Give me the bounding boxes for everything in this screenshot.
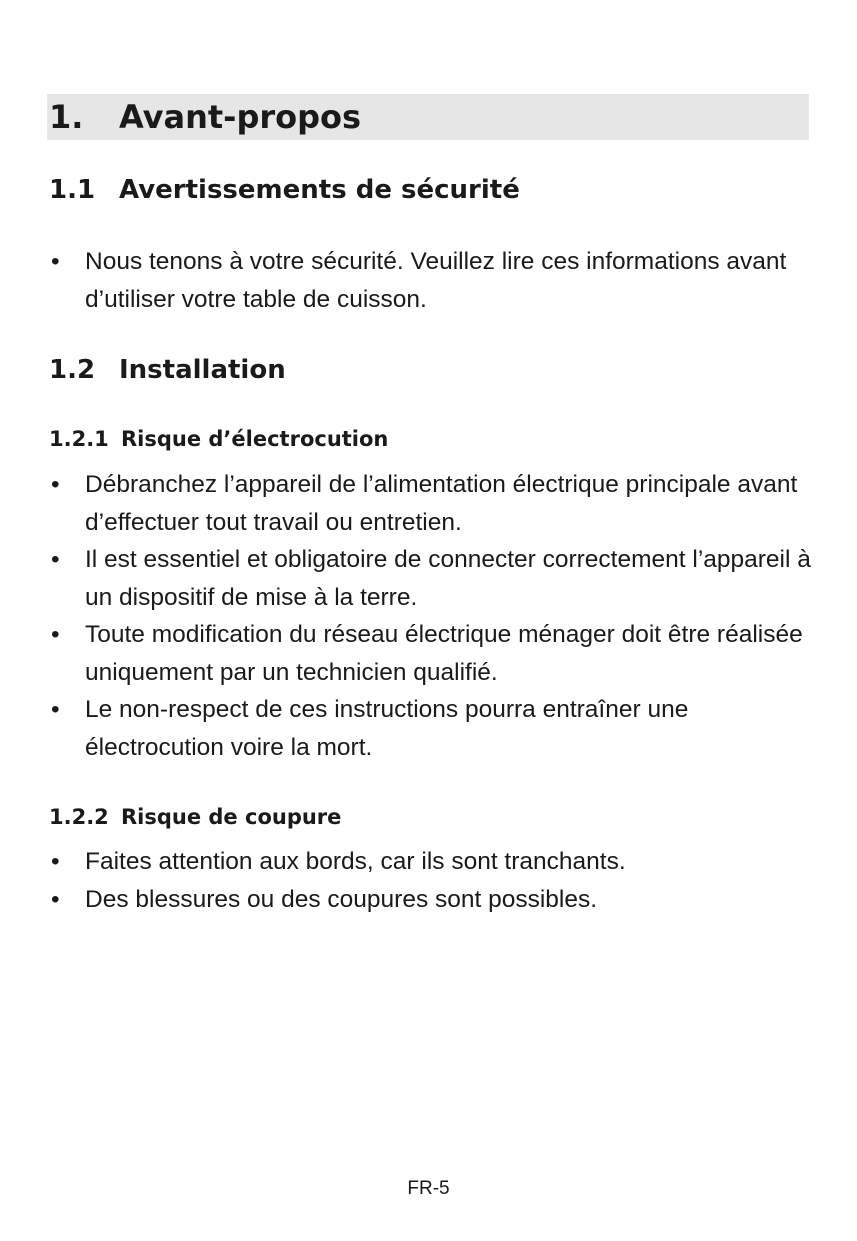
bullet-list-1-1	[49, 243, 819, 318]
section-number: 1.2	[49, 355, 96, 385]
chapter-title-text: Avant-propos	[119, 98, 362, 136]
subsection-number: 1.2.2	[49, 805, 109, 829]
section-number: 1.1	[49, 175, 96, 205]
bullet-icon: •	[51, 696, 60, 723]
list-item	[49, 541, 819, 616]
section-heading-1-1	[49, 173, 520, 207]
section-title: Installation	[119, 355, 286, 385]
list-item-text: Des blessures ou des coupures sont possibles.	[85, 885, 598, 913]
list-item	[49, 466, 819, 541]
section-heading-1-2	[49, 353, 286, 387]
list-item	[49, 616, 819, 691]
chapter-number: 1.	[49, 98, 84, 136]
list-item-text: Il est essentiel et obligatoire de connecter correctement l’appareil à un dispositif de mise à la terre.	[85, 546, 811, 611]
bullet-list-1-2-2	[49, 843, 819, 918]
list-item	[49, 243, 819, 318]
bullet-icon: •	[51, 621, 60, 648]
bullet-icon: •	[51, 546, 60, 573]
subsection-title: Risque d’électrocution	[121, 427, 389, 451]
list-item	[49, 881, 819, 919]
bullet-icon: •	[51, 471, 60, 498]
page-number: FR-5	[407, 1178, 450, 1199]
chapter-title	[49, 96, 361, 138]
list-item	[49, 691, 819, 766]
subsection-heading-1-2-2	[49, 803, 341, 831]
bullet-icon: •	[51, 885, 60, 913]
list-item-text: Nous tenons à votre sécurité. Veuillez lire ces informations avant d’utiliser votre table de cuisson.	[85, 248, 787, 313]
bullet-icon: •	[51, 848, 60, 875]
subsection-title: Risque de coupure	[121, 805, 342, 829]
bullet-icon: •	[51, 248, 60, 275]
section-title: Avertissements de sécurité	[119, 175, 520, 205]
list-item-text: Faites attention aux bords, car ils sont tranchants.	[85, 848, 626, 875]
list-item-text: Le non-respect de ces instructions pourra entraîner une électrocution voire la mort.	[85, 696, 689, 761]
subsection-heading-1-2-1	[49, 425, 388, 453]
list-item-text: Toute modification du réseau électrique ménager doit être réalisée uniquement par un technicien qualifié.	[85, 621, 803, 686]
subsection-number: 1.2.1	[49, 427, 109, 451]
list-item-text: Débranchez l’appareil de l’alimentation électrique principale avant d’effectuer tout travail ou entretien.	[85, 471, 798, 536]
bullet-list-1-2-1	[49, 466, 819, 766]
list-item	[49, 843, 819, 881]
